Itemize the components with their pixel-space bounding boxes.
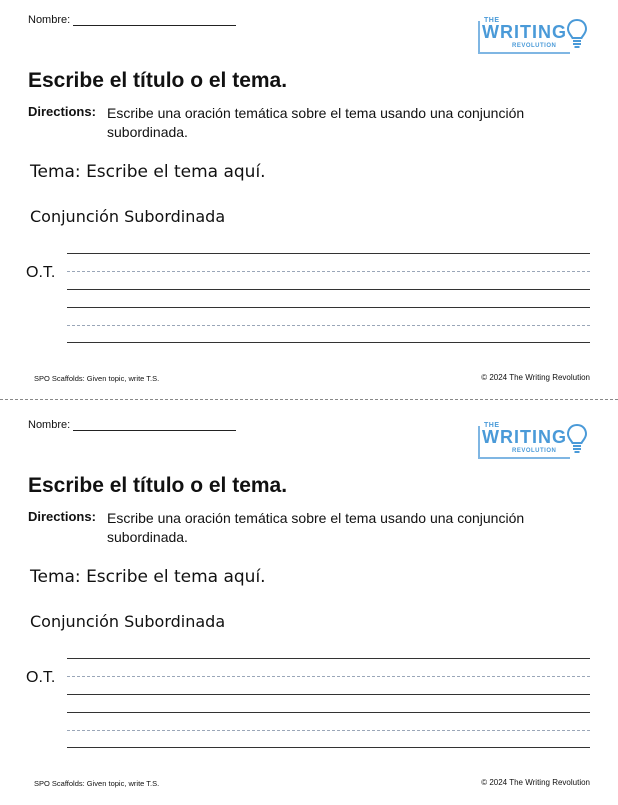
worksheet-title: Escribe el título o el tema.: [28, 69, 288, 92]
directions-label: Directions:: [28, 104, 96, 119]
footer-copyright: © 2024 The Writing Revolution: [481, 373, 590, 382]
logo-revolution-text: REVOLUTION: [512, 43, 557, 49]
writing-revolution-logo: [478, 17, 590, 53]
logo-writing-text: WRITING: [482, 22, 567, 42]
worksheet-top: [0, 0, 618, 400]
guide-line: [67, 676, 590, 677]
conjunction-label: Conjunción Subordinada: [30, 207, 226, 226]
guide-line: [67, 271, 590, 272]
worksheet-title: Escribe el título o el tema.: [28, 474, 288, 497]
footer-copyright: © 2024 The Writing Revolution: [481, 778, 590, 787]
worksheet-bottom: [0, 405, 618, 805]
directions-text: Escribe una oración temática sobre el tema usando una conjunción subordinada.: [107, 105, 525, 140]
directions-label: Directions:: [28, 509, 96, 524]
logo-revolution-text: REVOLUTION: [512, 448, 557, 454]
conjunction-label: Conjunción Subordinada: [30, 612, 226, 631]
directions-text: Escribe una oración temática sobre el tema usando una conjunción subordinada.: [107, 510, 525, 545]
name-row: [28, 14, 236, 26]
name-row: [28, 419, 236, 431]
ot-label: O.T.: [26, 264, 56, 281]
cut-line: [0, 399, 618, 400]
name-blank-line[interactable]: [73, 419, 236, 431]
writing-line[interactable]: [67, 253, 590, 254]
lightbulb-icon: [566, 18, 588, 50]
footer-scaffold-note: SPO Scaffolds: Given topic, write T.S.: [34, 779, 160, 788]
logo-writing-text: WRITING: [482, 427, 567, 447]
writing-line[interactable]: [67, 307, 590, 308]
writing-line[interactable]: [67, 747, 590, 748]
ot-label: O.T.: [26, 669, 56, 686]
writing-line[interactable]: [67, 712, 590, 713]
guide-line: [67, 730, 590, 731]
logo-the-text: THE: [484, 17, 500, 24]
writing-revolution-logo: [478, 422, 590, 458]
writing-line[interactable]: [67, 658, 590, 659]
name-label: Nombre:: [28, 14, 71, 26]
lightbulb-icon: [566, 423, 588, 455]
topic-line: Tema: Escribe el tema aquí.: [30, 162, 266, 182]
topic-line: Tema: Escribe el tema aquí.: [30, 567, 266, 587]
writing-line[interactable]: [67, 694, 590, 695]
writing-line[interactable]: [67, 289, 590, 290]
writing-line[interactable]: [67, 342, 590, 343]
name-blank-line[interactable]: [73, 14, 236, 26]
name-label: Nombre:: [28, 419, 71, 431]
guide-line: [67, 325, 590, 326]
footer-scaffold-note: SPO Scaffolds: Given topic, write T.S.: [34, 374, 160, 383]
logo-the-text: THE: [484, 422, 500, 429]
